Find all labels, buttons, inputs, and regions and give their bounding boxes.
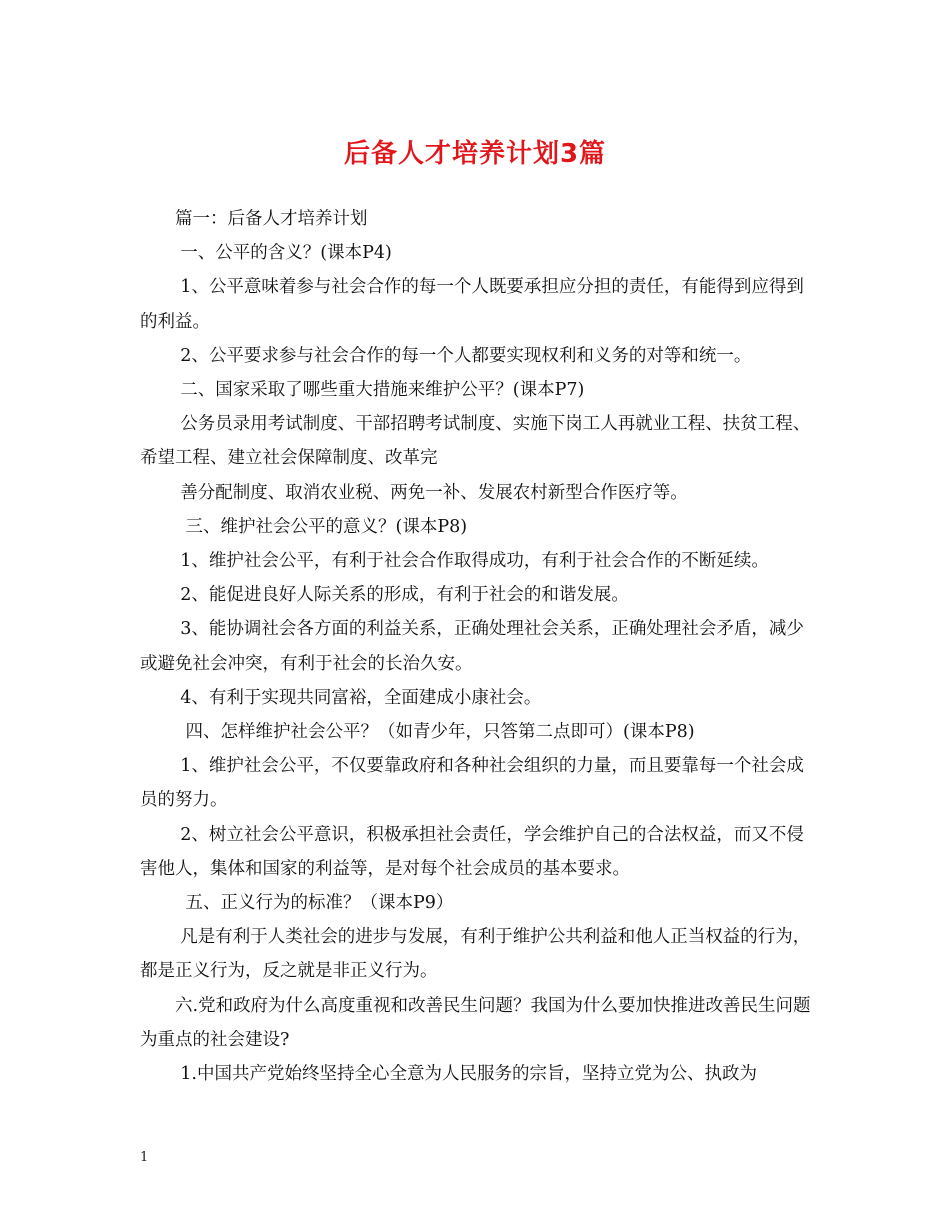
paragraph: 4、有利于实现共同富裕，全面建成小康社会。 xyxy=(180,687,542,708)
paragraph: 1.中国共产党始终坚持全心全意为人民服务的宗旨，坚持立党为公、执政为 xyxy=(180,1064,757,1085)
page-title: 后备人才培养计划3篇 xyxy=(343,139,607,169)
paragraph: 五、正义行为的标准？（课本P9） xyxy=(185,893,454,914)
page-number: 1 xyxy=(140,1150,149,1165)
document-body xyxy=(140,202,816,1091)
paragraph: 凡是有利于人类社会的进步与发展，有利于维护公共利益和他人正当权益的行为，都是正义行为，反之就是非正义行为。 xyxy=(140,927,811,982)
paragraph: 3、能协调社会各方面的利益关系，正确处理社会关系，正确处理社会矛盾，减少或避免社会冲突，有利于社会的长治久安。 xyxy=(140,619,804,674)
paragraph: 1、维护社会公平，有利于社会合作取得成功，有利于社会合作的不断延续。 xyxy=(180,551,769,572)
paragraph: 三、维护社会公平的意义？(课本P8) xyxy=(185,516,468,537)
paragraph: 二、国家采取了哪些重大措施来维护公平？(课本P7) xyxy=(180,380,585,401)
paragraph: 2、公平要求参与社会合作的每一个人都要实现权利和义务的对等和统一。 xyxy=(180,345,752,366)
paragraph: 六.党和政府为什么高度重视和改善民生问题？我国为什么要加快推进改善民生问题为重点的社会建设? xyxy=(140,995,811,1050)
paragraph: 一、公平的含义？(课本P4) xyxy=(180,243,392,264)
paragraph: 善分配制度、取消农业税、两免一补、发展农村新型合作医疗等。 xyxy=(180,482,688,503)
paragraph: 1、公平意味着参与社会合作的每一个人既要承担应分担的责任，有能得到应得到的利益。 xyxy=(140,277,804,332)
paragraph: 篇一：后备人才培养计划 xyxy=(175,209,368,229)
paragraph: 1、维护社会公平，不仅要靠政府和各种社会组织的力量，而且要靠每一个社会成员的努力。 xyxy=(140,756,804,811)
paragraph: 公务员录用考试制度、干部招聘考试制度、实施下岗工人再就业工程、扶贫工程、希望工程、建立社会保障制度、改革完 xyxy=(140,414,811,469)
paragraph: 2、树立社会公平意识，积极承担社会责任，学会维护自己的合法权益，而又不侵害他人，集体和国家的利益等，是对每个社会成员的基本要求。 xyxy=(140,824,804,879)
paragraph: 四、怎样维护社会公平？（如青少年，只答第二点即可）(课本P8) xyxy=(185,722,695,743)
paragraph: 2、能促进良好人际关系的形成，有利于社会的和谐发展。 xyxy=(180,585,629,606)
